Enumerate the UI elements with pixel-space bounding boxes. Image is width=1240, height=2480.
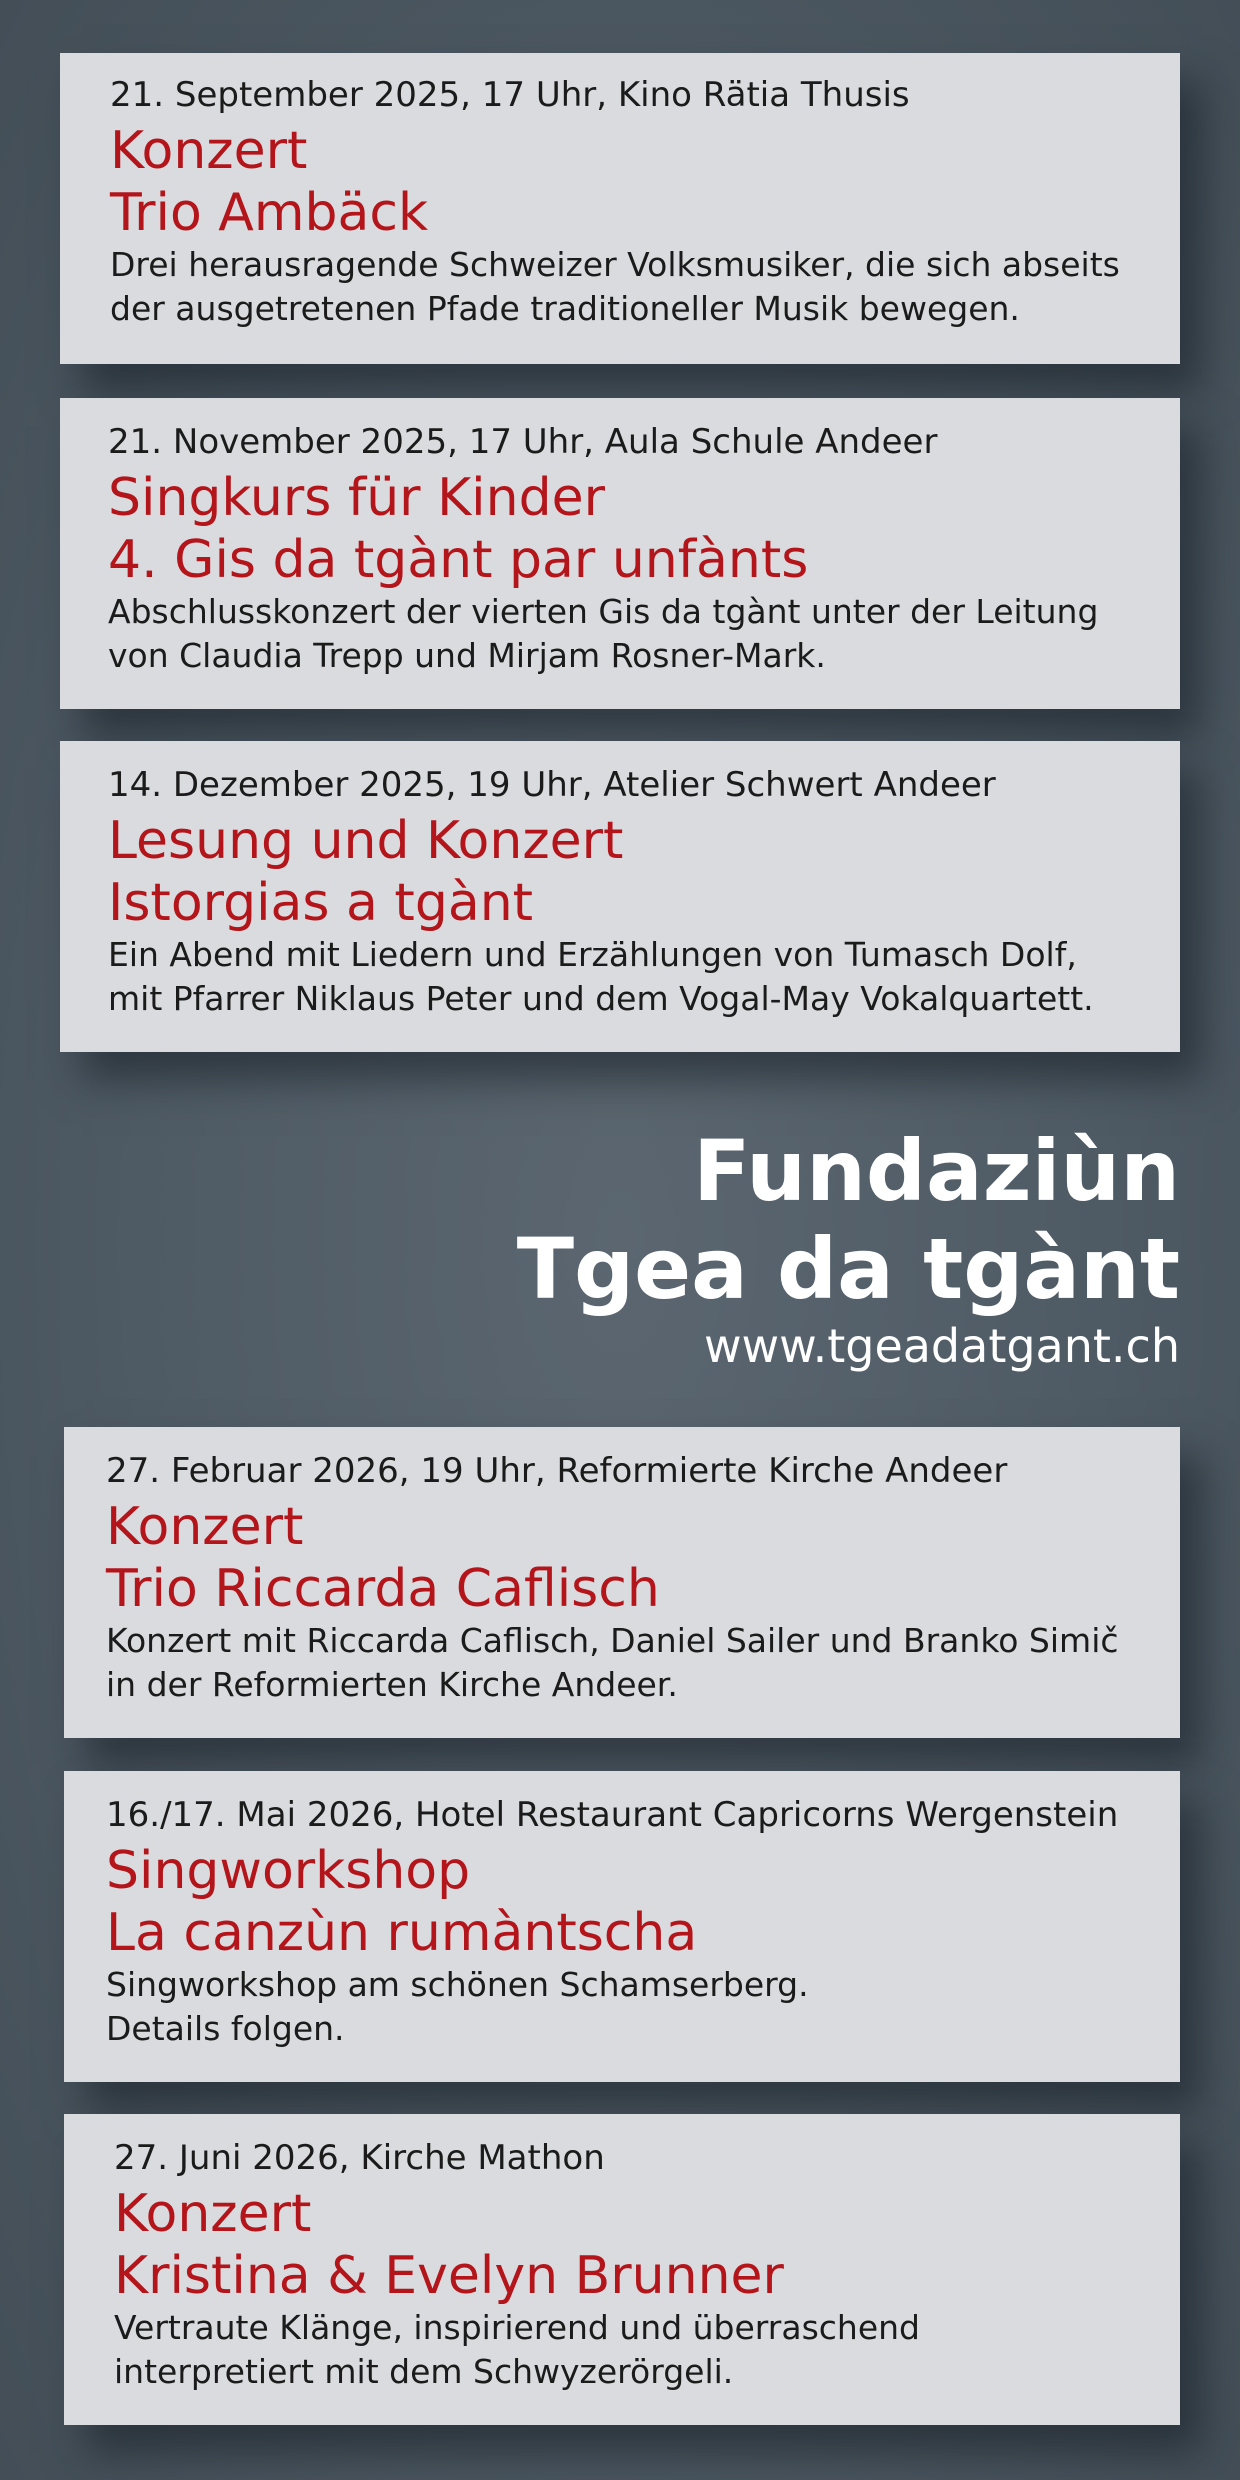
event-description-line-1: Drei herausragende Schweizer Volksmusiker, die sich abseits [110,245,1120,284]
event-card-3 [60,741,1180,1052]
event-category: Konzert [114,2184,312,2244]
brand-website-url[interactable]: www.tgeadatgant.ch [703,1319,1180,1373]
event-title: Istorgias a tgànt [108,873,534,933]
event-description-line-2: mit Pfarrer Niklaus Peter und dem Vogal-May Vokalquartett. [108,979,1094,1018]
event-category: Singkurs für Kinder [108,468,605,528]
event-meta: 21. September 2025, 17 Uhr, Kino Rätia Thusis [110,75,910,115]
event-card-6 [64,2114,1180,2425]
brand-name-line-2: Tgea da tgànt [516,1220,1180,1318]
event-meta: 27. Juni 2026, Kirche Mathon [114,2138,605,2178]
event-description-line-1: Konzert mit Riccarda Caflisch, Daniel Sailer und Branko Simič [106,1621,1119,1660]
event-category: Singworkshop [106,1841,471,1901]
event-title: La canzùn rumàntscha [106,1903,698,1963]
foundation-brand [517,1122,1180,1374]
event-meta: 14. Dezember 2025, 19 Uhr, Atelier Schwert Andeer [108,765,996,805]
event-title: Kristina & Evelyn Brunner [114,2246,784,2306]
event-card-2 [60,398,1180,709]
event-title: 4. Gis da tgànt par unfànts [108,530,809,590]
event-meta: 16./17. Mai 2026, Hotel Restaurant Capricorns Wergenstein [106,1795,1119,1835]
brand-name-line-1: Fundaziùn [693,1122,1180,1220]
event-description-line-2: interpretiert mit dem Schwyzerörgeli. [114,2352,734,2391]
event-description-line-1: Vertraute Klänge, inspirierend und überraschend [114,2308,920,2347]
event-meta: 27. Februar 2026, 19 Uhr, Reformierte Kirche Andeer [106,1451,1008,1491]
event-description-line-1: Abschlusskonzert der vierten Gis da tgànt unter der Leitung [108,592,1099,631]
event-title: Trio Riccarda Caflisch [106,1559,660,1619]
event-description-line-1: Singworkshop am schönen Schamserberg. [106,1965,809,2004]
event-card-5 [64,1771,1180,2082]
event-description-line-2: in der Reformierten Kirche Andeer. [106,1665,678,1704]
event-card-4 [64,1427,1180,1738]
event-title: Trio Ambäck [110,183,429,243]
event-category: Konzert [110,121,308,181]
event-category: Konzert [106,1497,304,1557]
event-card-1 [60,53,1180,364]
event-description-line-2: von Claudia Trepp und Mirjam Rosner-Mark. [108,636,826,675]
event-description-line-1: Ein Abend mit Liedern und Erzählungen von Tumasch Dolf, [108,935,1077,974]
event-category: Lesung und Konzert [108,811,624,871]
event-description-line-2: der ausgetretenen Pfade traditioneller Musik bewegen. [110,289,1020,328]
event-meta: 21. November 2025, 17 Uhr, Aula Schule Andeer [108,422,938,462]
event-description-line-2: Details folgen. [106,2009,345,2048]
